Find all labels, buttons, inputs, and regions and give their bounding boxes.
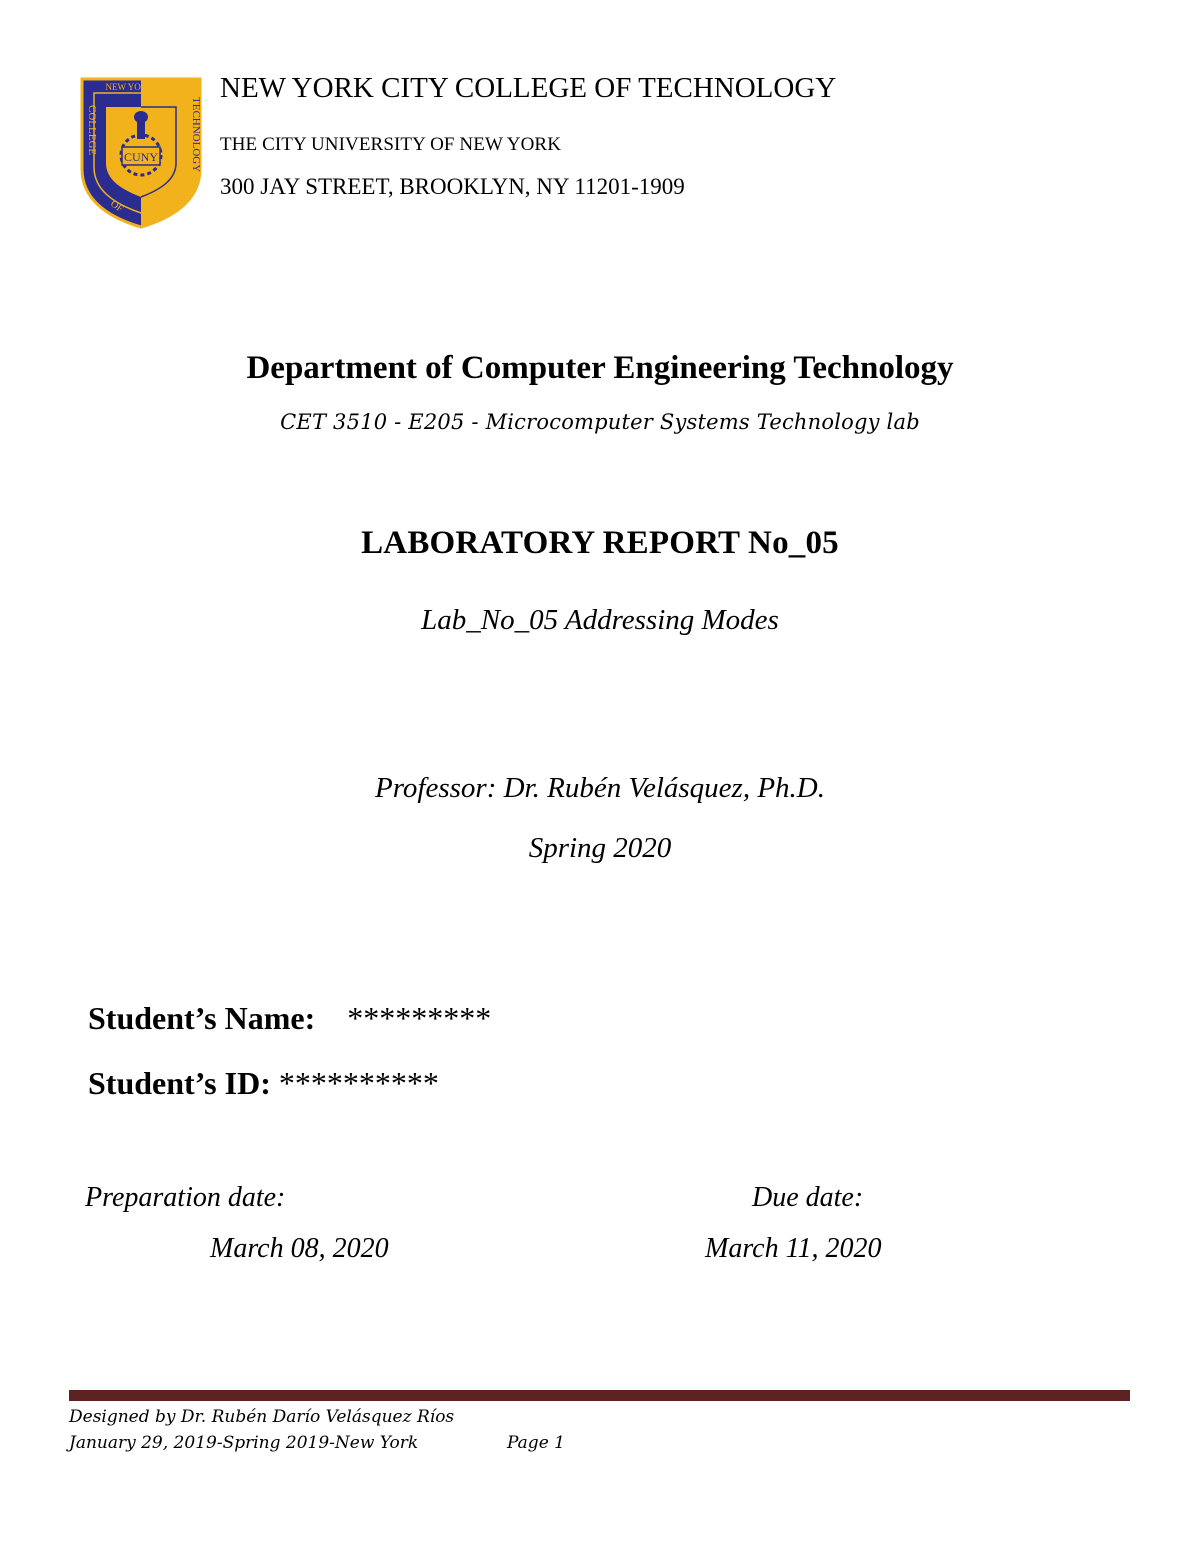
- svg-text:TECHNOLOGY: TECHNOLOGY: [190, 97, 202, 173]
- course-subtitle: CET 3510 - E205 - Microcomputer Systems Technology lab: [280, 410, 920, 434]
- lab-title: Lab_No_05 Addressing Modes: [421, 604, 779, 636]
- footer-page-number: Page 1: [507, 1433, 565, 1453]
- footer-divider: [69, 1390, 1130, 1401]
- preparation-date-label: Preparation date:: [85, 1182, 286, 1213]
- department-title: Department of Computer Engineering Technology: [246, 350, 954, 386]
- due-date-value: March 11, 2020: [705, 1233, 882, 1264]
- shield-crest-icon: [80, 77, 202, 229]
- student-name-value: *********: [347, 1000, 492, 1036]
- college-name: NEW YORK CITY COLLEGE OF TECHNOLOGY: [220, 72, 837, 104]
- svg-text:OF: OF: [108, 198, 126, 215]
- student-name-label: Student’s Name:: [88, 1000, 316, 1036]
- due-date-label: Due date:: [752, 1182, 864, 1213]
- student-id-label: Student’s ID:: [88, 1065, 271, 1101]
- term-line: Spring 2020: [528, 832, 672, 864]
- university-name: THE CITY UNIVERSITY OF NEW YORK: [220, 134, 562, 155]
- professor-line: Professor: Dr. Rubén Velásquez, Ph.D.: [375, 772, 825, 804]
- svg-text:NEW YORK CITY: NEW YORK CITY: [105, 82, 177, 92]
- footer-designer: Designed by Dr. Rubén Darío Velásquez Ríos: [69, 1407, 455, 1427]
- footer-date: January 29, 2019-Spring 2019-New York: [69, 1433, 419, 1453]
- student-id-row: [88, 1065, 439, 1102]
- svg-text:CUNY: CUNY: [123, 150, 159, 164]
- student-name-row: [88, 1000, 491, 1037]
- svg-text:COLLEGE: COLLEGE: [86, 105, 98, 156]
- college-logo: [80, 77, 202, 229]
- report-title: LABORATORY REPORT No_05: [361, 525, 839, 561]
- college-address: 300 JAY STREET, BROOKLYN, NY 11201-1909: [220, 174, 685, 199]
- student-id-value: **********: [278, 1065, 439, 1101]
- preparation-date-value: March 08, 2020: [210, 1233, 389, 1264]
